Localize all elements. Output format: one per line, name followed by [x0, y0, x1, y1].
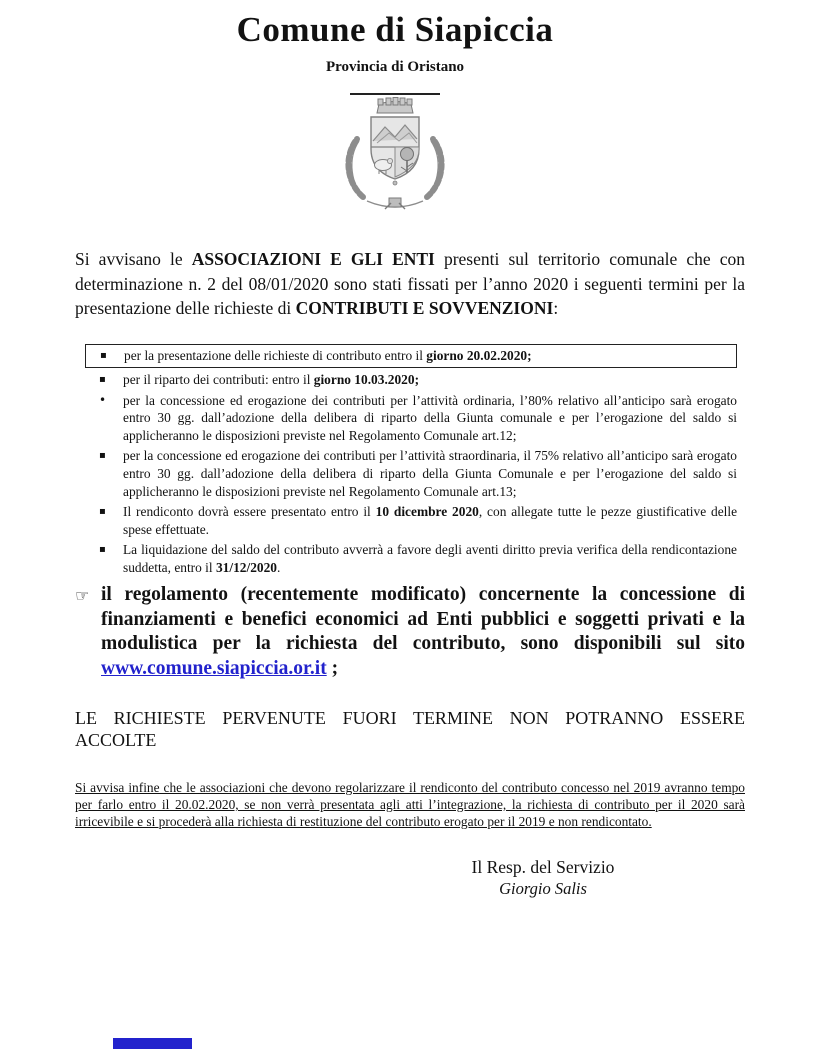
bullet-square-icon: ▪ [99, 544, 106, 556]
list-item-text: per la presentazione delle richieste di contributo entro il giorno 20.02.2020; [124, 347, 532, 363]
list-item-report-deadline [85, 503, 737, 539]
header-divider [350, 93, 440, 95]
intro-text-1: Si avvisano le [75, 249, 192, 269]
late-requests-notice: LE RICHIESTE PERVENUTE FUORI TERMINE NON POTRANNO ESSERE ACCOLTE [75, 708, 745, 751]
website-link[interactable]: www.comune.siapiccia.or.it [101, 657, 327, 679]
intro-text-2: presenti sul territorio comunale che con determinazione n. 2 del 08/01/2020 sono stati fissati per l’anno 2020 i seguenti termini per la presentazione delle richieste di [75, 249, 745, 318]
coat-of-arms-icon [327, 97, 463, 211]
bullet-dot-icon: • [99, 392, 107, 407]
list-item-allocation-deadline [85, 371, 737, 389]
list-item-extraordinary-activity [85, 447, 737, 500]
list-item-text: Il rendiconto dovrà essere presentato entro il 10 dicembre 2020, con allegate tutte le pezze giustificative delle spese effettuate. [123, 504, 738, 538]
intro-bold-contributions: CONTRIBUTI E SOVVENZIONI [295, 298, 554, 318]
pointing-hand-icon: ☞ [75, 586, 90, 606]
intro-text-3: : [553, 298, 559, 318]
list-item-presentation-deadline [85, 344, 737, 369]
list-item-text: per la concessione ed erogazione dei contributi per l’attività straordinaria, il 75% relativo all’anticipo sarà erogato entro 30 gg. dall’adozione della delibera di riparto della Giunta Comunale e per l’erogazione del saldo si applicheranno le disposizioni previste nel Regolamento Comunale art.13; [123, 448, 737, 500]
list-item-text: La liquidazione del saldo del contributo avverrà a favore degli aventi diritto previa verifica della rendicontazione suddetta, entro il 31/12/2020. [123, 542, 737, 576]
list-item-text: per la concessione ed erogazione dei contributi per l’attività ordinaria, l’80% relativo all’anticipo sarà erogato entro 30 gg. dall’adozione della delibera di riparto della Giunta comunale e per l’erogazione del saldo si applicheranno le disposizioni previste nel Regolamento Comunale art.12; [123, 392, 737, 444]
intro-bold-associations: ASSOCIAZIONI E GLI ENTI [191, 249, 435, 269]
bullet-square-icon: ▪ [99, 450, 106, 462]
list-item-ordinary-activity [85, 392, 737, 445]
bullet-square-icon: ▪ [100, 349, 107, 361]
signature-block [443, 857, 643, 899]
list-item-text: per il riparto dei contributi: entro il giorno 10.03.2020; [123, 372, 420, 388]
bullet-square-icon: ▪ [99, 506, 106, 518]
footer-blue-bar [113, 1038, 192, 1049]
document-header [0, 0, 803, 95]
regulation-text: il regolamento (recentemente modificato) concernente la concessione di finanziamenti e benefici economici ad Enti pubblici e soggetti privati e la modulistica per la richiesta del contributo, sono disponibili sul sito www.comune.siapiccia.or.it ; [101, 584, 745, 679]
page-subtitle: Provincia di Oristano [325, 59, 465, 75]
final-underlined-note: Si avvisa infine che le associazioni che devono regolarizzare il rendiconto del contributo concesso nel 2019 avranno tempo per farlo entro il 20.02.2020, se non verrà presentata agli atti l’integrazione, la richiesta di contributo per il 2020 sarà irricevibile e si procederà alla richiesta di restituzione del contributo erogato per il 2019 e non rendicontato. [75, 780, 745, 830]
regulation-paragraph [75, 583, 745, 681]
bullet-square-icon: ▪ [99, 374, 106, 386]
document-body [75, 247, 745, 899]
list-item-balance-payment [85, 541, 737, 577]
page-title: Comune di Siapiccia [236, 10, 554, 49]
signature-name: Giorgio Salis [499, 879, 587, 899]
deadline-list [85, 344, 737, 578]
signature-role: Il Resp. del Servizio [471, 857, 615, 878]
intro-paragraph [75, 247, 745, 321]
